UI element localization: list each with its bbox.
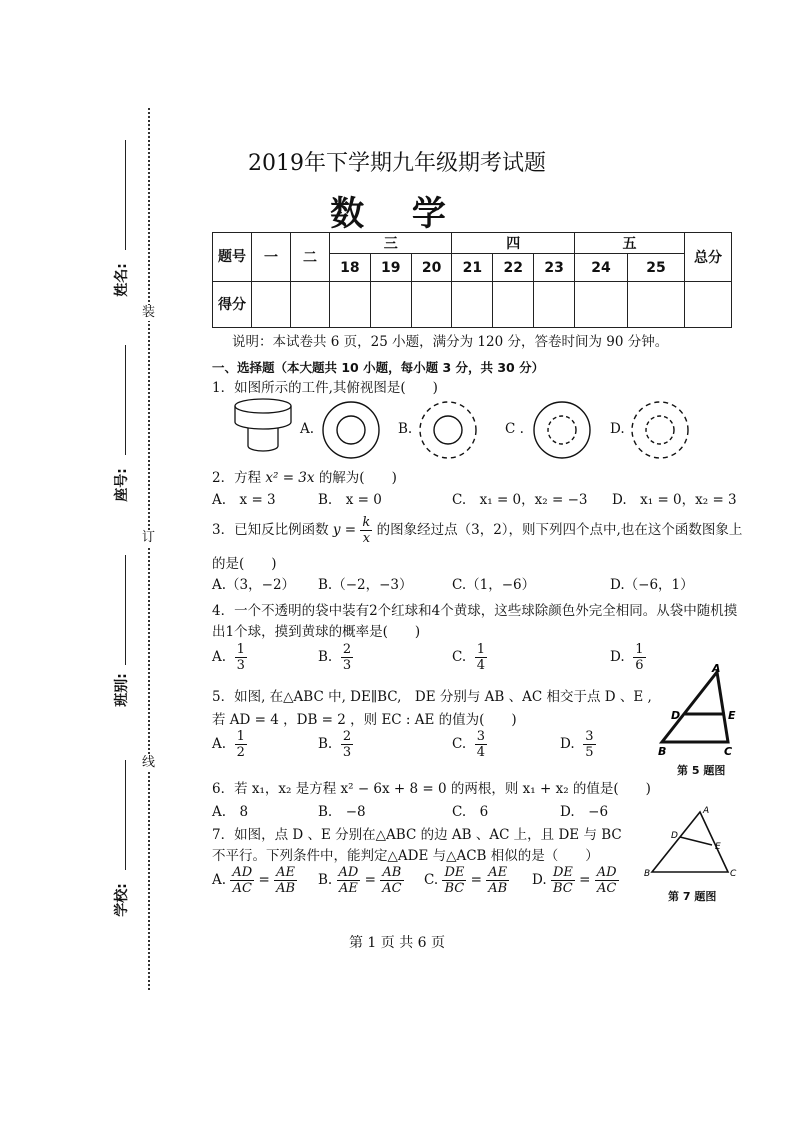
binding-dotted-line	[148, 108, 150, 990]
ding-mark: 订	[142, 530, 156, 545]
score-cell[interactable]	[575, 282, 628, 328]
q7-option-b: B. $\frac{AD}{AE}$ = $\frac{AB}{AC}$	[318, 865, 402, 896]
q5-stem: 5．如图, 在△ABC 中, DE∥BC, DE 分别与 AB 、AC 相交于点 D 、E ,	[212, 689, 652, 705]
q3-stem-text-2: 的图象经过点（3，2），则下列四个点中,也在这个函数图象上	[376, 522, 743, 538]
col-er: 二	[291, 233, 330, 282]
q3-function: y =	[332, 522, 357, 538]
q5-option-b	[318, 729, 353, 760]
q7-a-frac-2: $\frac{AE}{AB}$	[276, 865, 296, 896]
q4-option-d	[610, 642, 646, 673]
q5-b-label: B.	[318, 736, 333, 752]
q7-a-label: A.	[212, 872, 227, 888]
q1-option-c-figure	[532, 400, 592, 460]
q7-d-frac-1: $\frac{DE}{BC}$	[552, 865, 573, 896]
school-blank-line	[125, 760, 126, 870]
q5-d-frac: $\frac{3}{5}$	[585, 729, 594, 760]
q1-option-d: D.	[610, 421, 625, 437]
q7-b-frac-2: $\frac{AB}{AC}$	[382, 865, 402, 896]
q6-option-a: A. 8	[212, 804, 249, 820]
q5-label-c: C	[724, 745, 733, 758]
xian-mark: 线	[142, 755, 156, 770]
exam-title: 2019年下学期九年级期考试题	[248, 151, 546, 176]
score-cell[interactable]	[685, 282, 732, 328]
sub-19: 19	[370, 254, 411, 282]
q5-option-a	[212, 729, 247, 760]
q7-label-c: C	[730, 869, 737, 879]
q4-c-label: C.	[452, 649, 467, 665]
q1-workpiece-figure	[228, 396, 298, 458]
school-label: 学校:	[113, 883, 130, 917]
q5-d-label: D.	[560, 736, 575, 752]
sub-23: 23	[534, 254, 575, 282]
q3-option-b: B.（−2，−3）	[318, 577, 413, 593]
col-wu: 五	[575, 233, 685, 254]
q4-stem-cont: 出1个球，摸到黄球的概率是( )	[212, 624, 421, 640]
q4-option-a	[212, 642, 247, 673]
col-total: 总分	[685, 233, 732, 282]
subject-title: 数 学	[330, 194, 464, 234]
q7-stem-cont: 不平行。下列条件中，能判定△ADE 与△ACB 相似的是（ ）	[212, 848, 599, 864]
q7-label-e: E	[715, 842, 721, 852]
q4-option-b	[318, 642, 353, 673]
q4-b-frac: $\frac{2}{3}$	[342, 642, 352, 673]
q2-option-b: B. x = 0	[318, 492, 382, 508]
q5-c-label: C.	[452, 736, 467, 752]
score-cell[interactable]	[628, 282, 685, 328]
q7-option-a: A. $\frac{AD}{AC}$ = $\frac{AE}{AB}$	[212, 865, 296, 896]
q2-stem	[212, 466, 397, 486]
q1-option-c: C .	[505, 421, 524, 437]
q5-a-label: A.	[212, 736, 227, 752]
class-label: 班别:	[113, 673, 130, 707]
q7-c-frac-2: $\frac{AE}{AB}$	[488, 865, 508, 896]
q3-stem-text: 3．已知反比例函数	[212, 522, 329, 538]
q5-b-frac: $\frac{2}{3}$	[342, 729, 352, 760]
seat-blank-line	[125, 345, 126, 455]
q1-option-b-figure	[418, 400, 478, 460]
q2-option-c: C. x₁ = 0，x₂ = −3	[452, 492, 588, 508]
q7-stem: 7．如图，点 D 、E 分别在△ABC 的边 AB 、AC 上，且 DE 与 BC	[212, 827, 622, 843]
q5-stem-cont: 若 AD = 4 ，DB = 2 ，则 EC : AE 的值为( )	[212, 712, 517, 728]
q4-option-c	[452, 642, 487, 673]
score-cell[interactable]	[452, 282, 493, 328]
q4-d-frac: $\frac{1}{6}$	[635, 642, 644, 673]
q7-b-frac-1: $\frac{AD}{AE}$	[338, 865, 359, 896]
zhuang-mark: 装	[142, 305, 156, 320]
row-label-defen: 得分	[213, 282, 252, 328]
q7-a-frac-1: $\frac{AD}{AC}$	[232, 865, 253, 896]
score-cell[interactable]	[252, 282, 291, 328]
q3-stem	[212, 515, 742, 546]
score-cell[interactable]	[534, 282, 575, 328]
q1-stem: 1．如图所示的工件,其俯视图是( )	[212, 380, 438, 396]
q4-stem: 4．一个不透明的袋中装有2个红球和4个黄球，这些球除颜色外完全相同。从袋中随机摸	[212, 603, 738, 619]
q3-option-a: A.（3，−2）	[212, 577, 296, 593]
q7-figure-caption: 第 7 题图	[668, 890, 717, 903]
q5-option-c	[452, 729, 487, 760]
q2-stem-text-2: 的解为( )	[318, 470, 397, 486]
q7-label-b: B	[644, 869, 651, 879]
score-cell[interactable]	[411, 282, 452, 328]
q2-option-a: A. x = 3	[212, 492, 276, 508]
q6-option-c: C. 6	[452, 804, 489, 820]
q7-c-label: C.	[424, 872, 439, 888]
q4-c-frac: $\frac{1}{4}$	[476, 642, 486, 673]
q7-d-label: D.	[532, 872, 547, 888]
q4-b-label: B.	[318, 649, 333, 665]
q7-b-label: B.	[318, 872, 333, 888]
q6-option-b: B. −8	[318, 804, 366, 820]
sub-25: 25	[628, 254, 685, 282]
sub-24: 24	[575, 254, 628, 282]
q2-option-d: D. x₁ = 0，x₂ = 3	[612, 492, 737, 508]
exam-note: 说明：本试卷共 6 页，25 小题，满分为 120 分，答卷时间为 90 分钟。	[232, 334, 669, 350]
class-blank-line	[125, 555, 126, 665]
q1-option-d-figure	[630, 400, 690, 460]
score-table	[212, 232, 732, 328]
q4-a-frac: $\frac{1}{3}$	[236, 642, 245, 673]
name-label: 姓名:	[113, 263, 130, 297]
q7-option-c: C. $\frac{DE}{BC}$ = $\frac{AE}{AB}$	[424, 865, 508, 896]
score-cell[interactable]	[291, 282, 330, 328]
q6-option-d: D. −6	[560, 804, 609, 820]
row-label-tihao: 题号	[213, 233, 252, 282]
sub-18: 18	[330, 254, 371, 282]
q2-stem-text: 2．方程	[212, 470, 262, 486]
q5-label-d: D	[671, 709, 681, 722]
sub-20: 20	[411, 254, 452, 282]
q5-label-a: A	[712, 662, 721, 675]
seat-label: 座号:	[113, 468, 130, 502]
q5-label-b: B	[658, 745, 667, 758]
q7-label-d: D	[671, 831, 678, 841]
q1-option-b: B.	[398, 421, 413, 437]
q5-a-frac: $\frac{1}{2}$	[236, 729, 245, 760]
col-si: 四	[452, 233, 575, 254]
q1-option-a-figure	[321, 400, 381, 460]
q3-fraction: $\frac{k}{x}$	[362, 515, 371, 546]
q4-a-label: A.	[212, 649, 227, 665]
sub-21: 21	[452, 254, 493, 282]
q7-triangle-figure	[640, 800, 760, 885]
q7-label-a: A	[703, 806, 710, 816]
section-1-heading: 一、选择题（本大题共 10 小题，每小题 3 分，共 30 分）	[212, 360, 545, 375]
sub-22: 22	[493, 254, 534, 282]
q5-figure-caption: 第 5 题图	[677, 764, 726, 777]
score-cell[interactable]	[370, 282, 411, 328]
score-cell[interactable]	[493, 282, 534, 328]
col-san: 三	[330, 233, 452, 254]
q7-option-d: D. $\frac{DE}{BC}$ = $\frac{AD}{AC}$	[532, 865, 617, 896]
q1-option-a: A.	[300, 421, 315, 437]
q2-equation: x² = 3x	[261, 470, 319, 486]
score-cell[interactable]	[330, 282, 371, 328]
q3-stem-cont: 的是( )	[212, 556, 277, 572]
q3-option-c: C.（1，−6）	[452, 577, 536, 593]
q7-d-frac-2: $\frac{AD}{AC}$	[596, 865, 617, 896]
q7-c-frac-1: $\frac{DE}{BC}$	[444, 865, 465, 896]
q5-c-frac: $\frac{3}{4}$	[476, 729, 486, 760]
q5-label-e: E	[728, 709, 736, 722]
q4-d-label: D.	[610, 649, 625, 665]
page-footer: 第 1 页 共 6 页	[348, 935, 446, 951]
q3-option-d: D.（−6，1）	[610, 577, 694, 593]
col-yi: 一	[252, 233, 291, 282]
q5-triangle-figure	[652, 660, 762, 760]
q6-stem: 6．若 x₁，x₂ 是方程 x² − 6x + 8 = 0 的两根，则 x₁ + x₂ 的值是( )	[212, 781, 651, 797]
q5-option-d	[560, 729, 596, 760]
